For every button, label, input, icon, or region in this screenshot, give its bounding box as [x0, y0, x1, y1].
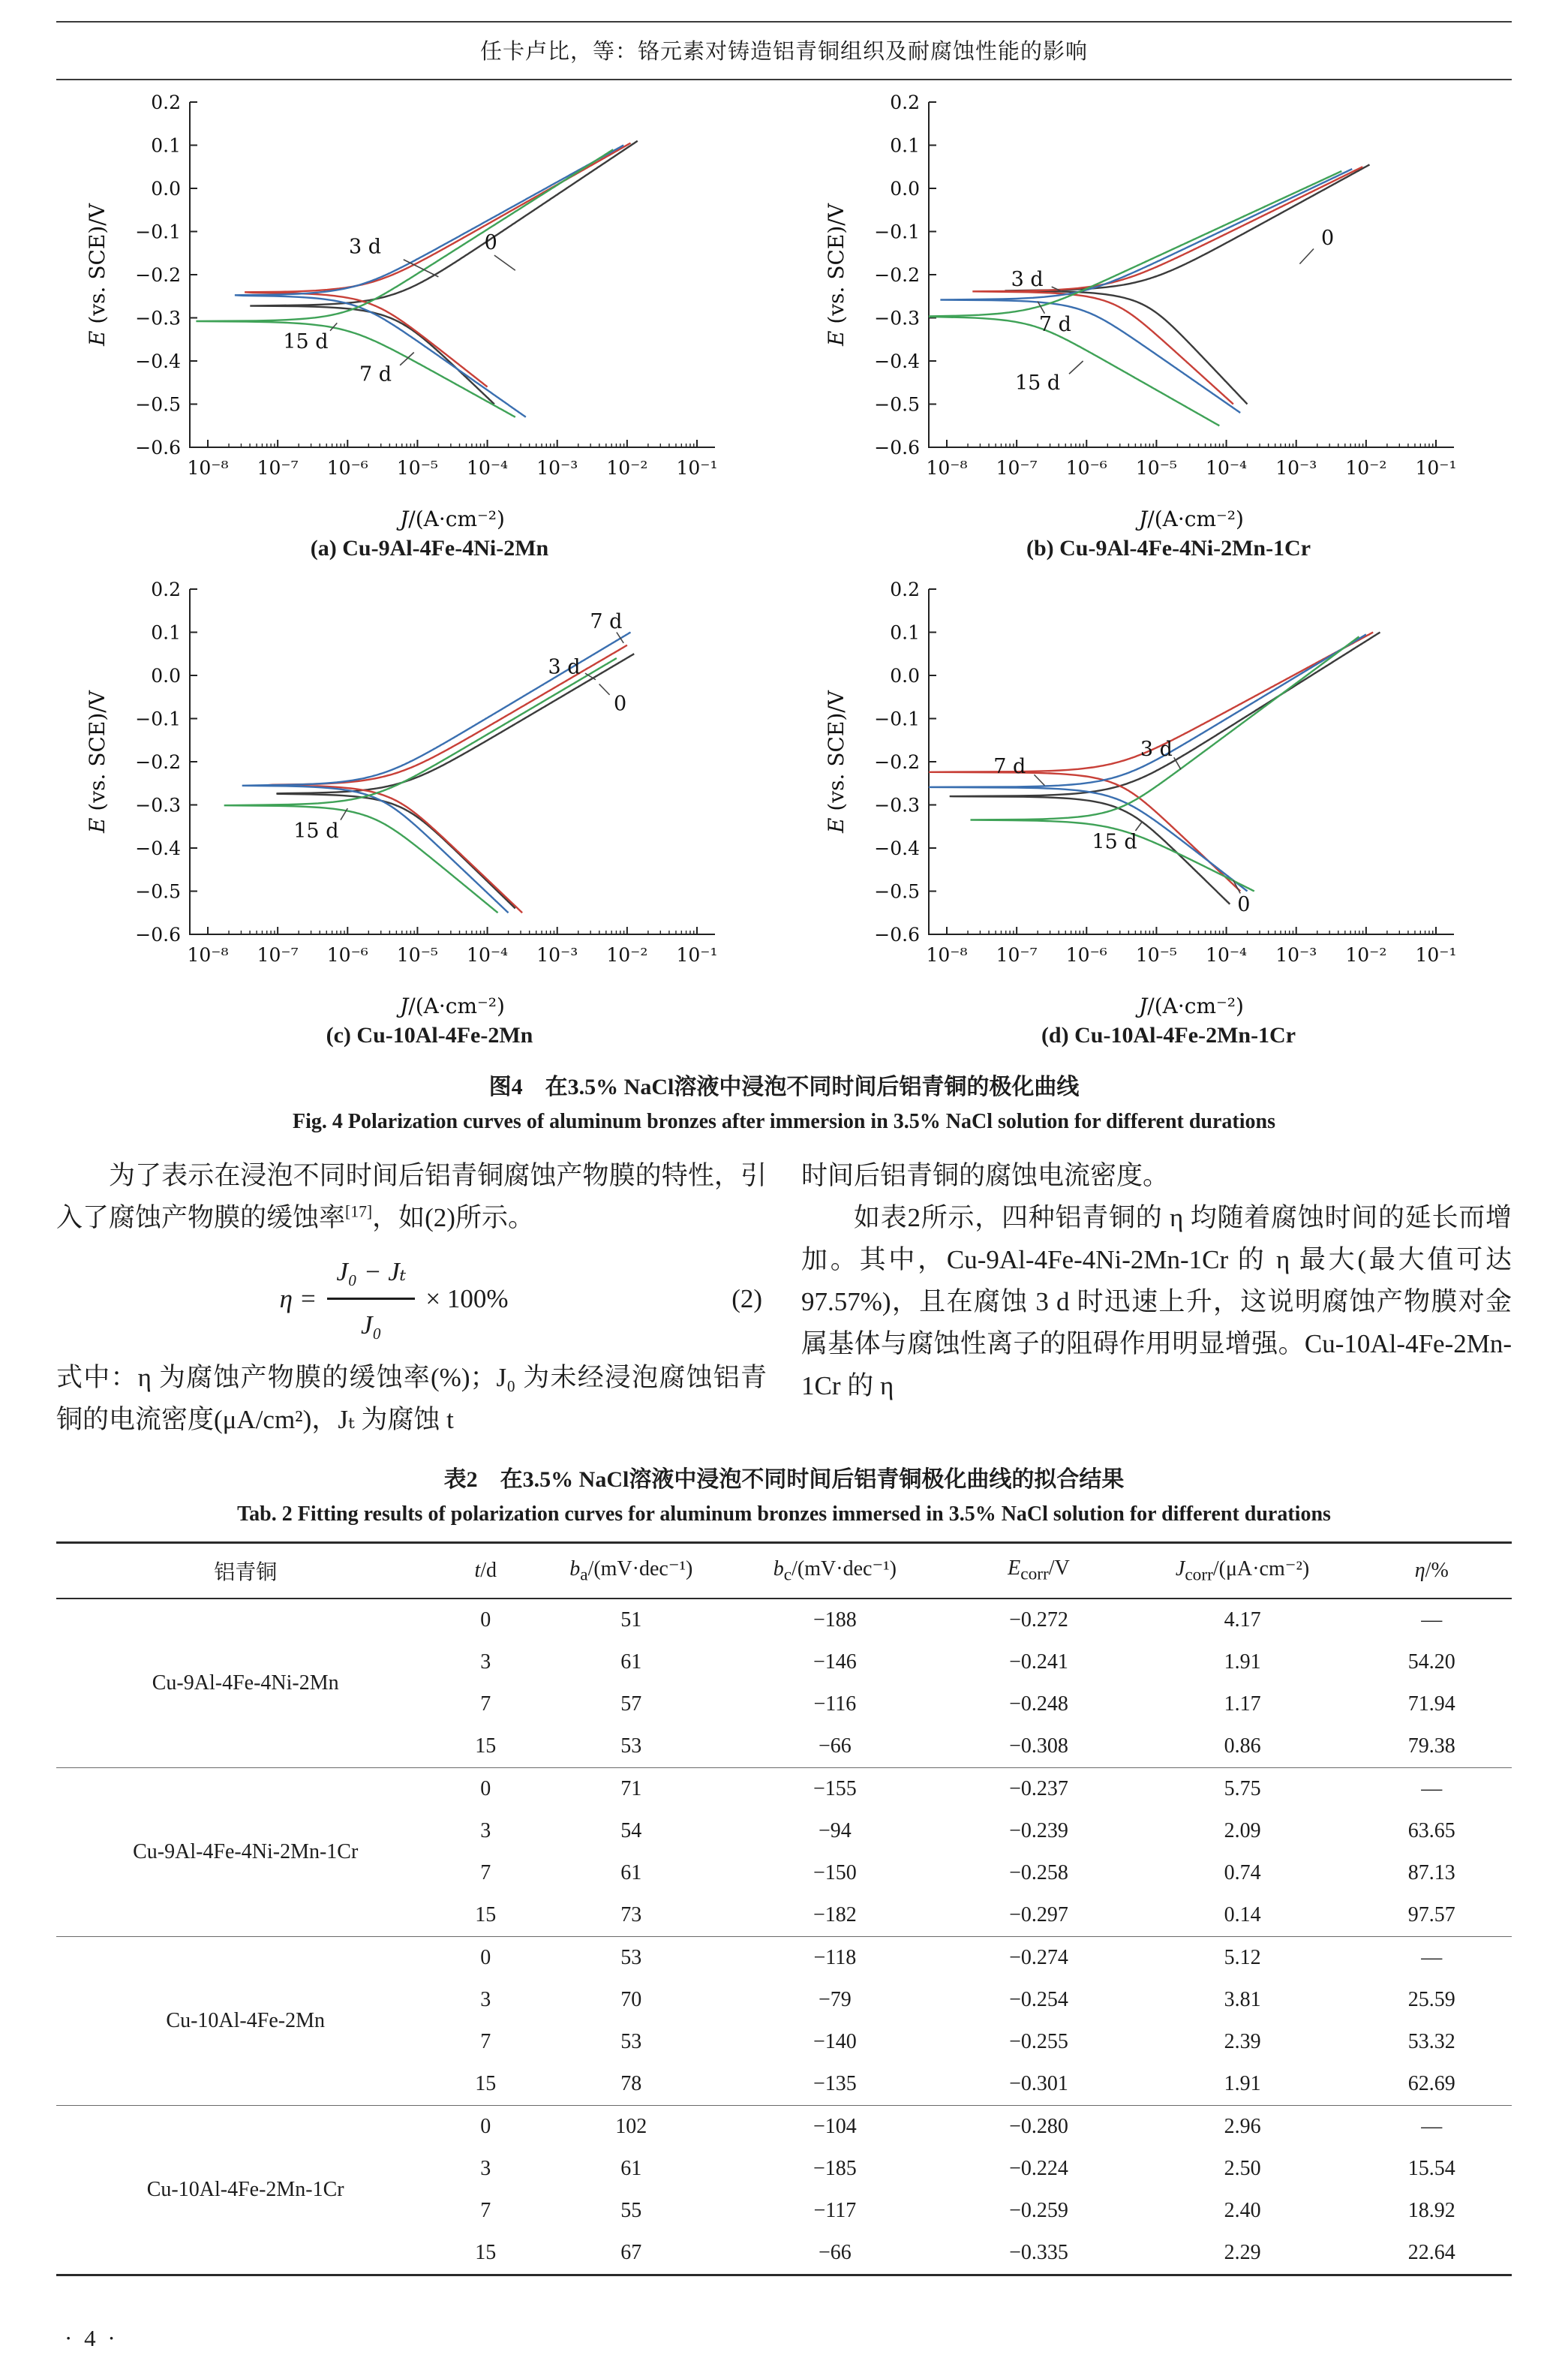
fraction-numerator: J₀ − Jₜ [327, 1251, 415, 1300]
alloy-name: Cu-10Al-4Fe-2Mn-1Cr [56, 2106, 434, 2275]
x-tick-label: 10⁻⁷ [257, 944, 299, 966]
y-tick-label: −0.1 [134, 708, 181, 730]
paragraph-text: 时间后铝青铜的腐蚀电流密度。 [801, 1161, 1170, 1190]
equation-number: (2) [731, 1283, 762, 1313]
table-cell: 2.29 [1224, 2241, 1261, 2264]
polarization-chart-c [62, 578, 767, 1019]
table-caption-en: Tab. 2 Fitting results of polarization curves for aluminum bronzes immersed in 3.5% NaCl solution for different durations [237, 1502, 1331, 1526]
table-cell: −94 [818, 1819, 852, 1842]
table-cell: 7 [480, 2199, 491, 2222]
table-cell: −0.258 [1009, 1861, 1068, 1884]
paragraph-text: 式中：η 为腐蚀产物膜的缓蚀率(%)；J₀ 为未经浸泡腐蚀铝青铜的电流密度(μA/cm²)，Jₜ 为腐蚀 t [56, 1363, 767, 1434]
table-cell: −0.301 [1009, 2072, 1068, 2095]
label-leader [1069, 361, 1083, 374]
equation-fraction [327, 1251, 415, 1346]
x-tick-label: 10⁻⁵ [396, 457, 438, 479]
page-number: · 4 · [65, 2325, 119, 2351]
y-tick-label: 0.1 [889, 621, 920, 644]
x-tick-label: 10⁻⁶ [326, 944, 368, 966]
curve-label: 3 d [1140, 737, 1173, 761]
table-header-row [56, 1543, 1512, 1599]
table-cell: −185 [813, 2157, 857, 2180]
x-tick-label: 10⁻⁸ [925, 457, 968, 479]
table-cell: 62.69 [1407, 2072, 1455, 2095]
paragraph-where [56, 1357, 767, 1441]
table-cell: 54 [620, 1819, 642, 1842]
table-cell: 70 [620, 1988, 642, 2011]
curve-label: 7 d [359, 362, 392, 386]
table-cell: 79.38 [1407, 1734, 1455, 1758]
subplot-caption: (d) Cu-10Al-4Fe-2Mn-1Cr [1041, 1023, 1296, 1048]
y-axis-title: E (vs. SCE)/V [823, 203, 849, 346]
curve-label: 7 d [1038, 313, 1071, 337]
x-tick-label: 10⁻² [605, 457, 647, 479]
table-cell: 0 [480, 1608, 491, 1632]
subplot-caption: (a) Cu-9Al-4Fe-4Ni-2Mn [310, 536, 549, 561]
x-axis-title: J/(A·cm⁻²) [1138, 507, 1244, 531]
x-tick-label: 10⁻³ [1275, 457, 1317, 479]
y-tick-label: −0.6 [873, 437, 920, 459]
table-cell: 53 [620, 2030, 642, 2053]
table-cell: 3.81 [1224, 1988, 1261, 2011]
paragraph-intro [56, 1155, 767, 1239]
label-leader [1034, 774, 1044, 785]
table-cell: 78 [620, 2072, 642, 2095]
x-tick-label: 10⁻⁵ [1135, 457, 1177, 479]
citation-17: [17] [345, 1202, 373, 1221]
y-tick-label: −0.6 [873, 924, 920, 946]
label-leader [1299, 249, 1314, 264]
curve-label: 3 d [1011, 267, 1044, 291]
y-tick-label: −0.4 [134, 350, 181, 372]
table-cell: −66 [818, 2241, 852, 2264]
label-leader [494, 255, 515, 270]
table-cell: 0 [434, 1768, 536, 1811]
x-tick-label: 10⁻⁷ [996, 944, 1038, 966]
table-cell: −79 [818, 1988, 852, 2011]
table-cell: 2.96 [1134, 2106, 1352, 2149]
x-tick-label: 10⁻⁴ [466, 944, 508, 966]
x-tick-label: 10⁻¹ [675, 944, 718, 966]
curve-label: 15 d [1014, 371, 1060, 395]
table-cell: −0.297 [1009, 1903, 1068, 1926]
table-cell: 0 [434, 2106, 536, 2149]
y-tick-label: 0.2 [889, 579, 920, 600]
x-tick-label: 10⁻⁵ [396, 944, 438, 966]
curve-7d [234, 146, 623, 417]
equation-body [56, 1251, 731, 1346]
running-head [56, 23, 1512, 80]
x-tick-label: 10⁻³ [536, 457, 578, 479]
column-header: $b_c/(mV\cdot dec^{-1})$ [725, 1543, 944, 1599]
table-cell: −0.237 [944, 1768, 1133, 1811]
y-tick-label: −0.6 [134, 437, 181, 459]
table-cell: −135 [813, 2072, 857, 2095]
curve-label: 3 d [348, 235, 381, 259]
figure-4-caption [56, 1068, 1512, 1134]
table-2-caption [56, 1460, 1512, 1526]
y-tick-label: 0.0 [889, 665, 920, 687]
table-cell: — [1421, 1608, 1443, 1632]
table-cell: 15 [475, 1734, 497, 1758]
y-tick-label: −0.3 [134, 794, 181, 817]
curve-label: 0 [1320, 227, 1334, 251]
table-cell: 15 [475, 1903, 497, 1926]
y-tick-label: −0.1 [134, 221, 181, 243]
table-row [56, 2106, 1512, 2149]
y-tick-label: 0.2 [889, 92, 920, 113]
curve-label: 15 d [293, 820, 338, 843]
chart-cell-c [56, 578, 773, 1065]
chart-cell-b [795, 91, 1512, 578]
table-cell: −146 [813, 1650, 857, 1674]
column-header: $b_a/(mV\cdot dec^{-1})$ [536, 1543, 725, 1599]
y-tick-label: 0.1 [150, 621, 181, 644]
table-cell: 1.17 [1224, 1692, 1261, 1716]
table-cell: 71.94 [1407, 1692, 1455, 1716]
y-axis-title: E (vs. SCE)/V [823, 690, 849, 833]
y-tick-label: −0.2 [134, 264, 181, 286]
table-row [56, 1768, 1512, 1811]
fraction-denominator: J₀ [361, 1310, 382, 1340]
table-cell: −0.224 [1009, 2157, 1068, 2180]
x-tick-label: 10⁻⁸ [186, 457, 229, 479]
table-cell: −0.274 [944, 1937, 1133, 1980]
equation-rhs: × 100% [425, 1283, 509, 1313]
x-tick-label: 10⁻² [1344, 457, 1386, 479]
table-cell: −0.308 [1009, 1734, 1068, 1758]
polarization-chart-d [801, 578, 1506, 1019]
y-tick-label: −0.2 [873, 751, 920, 773]
y-axis-title: E (vs. SCE)/V [84, 690, 110, 833]
x-tick-label: 10⁻⁵ [1135, 944, 1177, 966]
table-cell: 0.14 [1224, 1903, 1261, 1926]
equation-2 [56, 1251, 767, 1346]
y-tick-label: −0.2 [873, 264, 920, 286]
curve-0 [250, 141, 638, 405]
y-tick-label: 0.2 [150, 92, 181, 113]
column-header: 铝青铜 [56, 1543, 434, 1599]
table-cell: 53.32 [1407, 2030, 1455, 2053]
alloy-name: Cu-9Al-4Fe-4Ni-2Mn-1Cr [56, 1768, 434, 1937]
table-cell: −182 [813, 1903, 857, 1926]
table-cell: 61 [620, 1861, 642, 1884]
column-header: $J_{corr}/(\mu A\cdot cm^{-2})$ [1134, 1543, 1352, 1599]
table-cell: −0.254 [1009, 1988, 1068, 2011]
table-cell: 0.86 [1224, 1734, 1261, 1758]
table-2 [56, 1541, 1512, 2276]
curve-7d [926, 634, 1366, 891]
table-cell: 53 [536, 1937, 725, 1980]
x-tick-label: 10⁻⁸ [925, 944, 968, 966]
table-cell: 0 [434, 1937, 536, 1980]
table-cell: −188 [813, 1608, 857, 1632]
table-cell: 55 [620, 2199, 642, 2222]
x-tick-label: 10⁻⁷ [996, 457, 1038, 479]
figure-4-charts [56, 91, 1512, 1065]
y-tick-label: −0.5 [134, 393, 181, 416]
table-cell: 22.64 [1407, 2241, 1455, 2264]
x-tick-label: 10⁻³ [1275, 944, 1317, 966]
table-cell: 57 [620, 1692, 642, 1716]
table-cell: −0.335 [1009, 2241, 1068, 2264]
table-cell: — [1352, 2106, 1512, 2149]
table-cell: 25.59 [1407, 1988, 1455, 2011]
polarization-chart-b [801, 91, 1506, 532]
x-tick-label: 10⁻⁴ [1205, 944, 1247, 966]
alloy-name: Cu-9Al-4Fe-4Ni-2Mn [152, 1671, 339, 1695]
y-tick-label: −0.4 [873, 350, 920, 372]
polarization-chart-a [62, 91, 767, 532]
x-axis-title: J/(A·cm⁻²) [399, 507, 505, 531]
table-cell: 15.54 [1407, 2157, 1455, 2180]
x-tick-label: 10⁻⁶ [1065, 944, 1107, 966]
table-cell: 1.91 [1224, 1650, 1261, 1674]
paragraph-text: ，如(2)所示。 [372, 1203, 534, 1232]
paragraph-continuation [801, 1155, 1512, 1197]
x-tick-label: 10⁻³ [536, 944, 578, 966]
curve-label: 3 d [548, 655, 581, 679]
paragraph-discussion [801, 1197, 1512, 1407]
table-cell: 15 [475, 2072, 497, 2095]
table-cell: 2.09 [1224, 1819, 1261, 1842]
y-tick-label: −0.6 [134, 924, 181, 946]
table-cell: 3 [480, 1650, 491, 1674]
y-tick-label: −0.3 [873, 307, 920, 329]
table-cell: 2.40 [1224, 2199, 1261, 2222]
running-head-text: 任卡卢比，等：铬元素对铸造铝青铜组织及耐腐蚀性能的影响 [479, 40, 1088, 64]
y-tick-label: −0.5 [873, 880, 920, 903]
y-tick-label: −0.5 [134, 880, 181, 903]
table-caption-zh: 表2 在3.5% NaCl溶液中浸泡不同时间后铝青铜极化曲线的拟合结果 [443, 1467, 1125, 1492]
table-cell: 73 [620, 1903, 642, 1926]
table-cell: −118 [725, 1937, 944, 1980]
column-header: $E_{corr}/V$ [944, 1543, 1133, 1599]
figure-caption-en: Fig. 4 Polarization curves of aluminum bronzes after immersion in 3.5% NaCl solution for different durations [293, 1110, 1275, 1133]
x-tick-label: 10⁻⁴ [1205, 457, 1247, 479]
label-leader [1135, 821, 1142, 831]
y-tick-label: 0.2 [150, 579, 181, 600]
x-tick-label: 10⁻⁸ [186, 944, 229, 966]
alloy-name: Cu-10Al-4Fe-2Mn [56, 1937, 434, 2106]
table-cell: 18.92 [1407, 2199, 1455, 2222]
table-cell: 87.13 [1407, 1861, 1455, 1884]
subplot-caption: (c) Cu-10Al-4Fe-2Mn [326, 1023, 533, 1048]
x-tick-label: 10⁻⁴ [466, 457, 508, 479]
table-cell: −155 [725, 1768, 944, 1811]
axes [190, 102, 715, 447]
x-tick-label: 10⁻¹ [1414, 457, 1457, 479]
table-cell: 54.20 [1407, 1650, 1455, 1674]
table-cell: 102 [536, 2106, 725, 2149]
curve-0 [1005, 164, 1369, 404]
body-text [56, 1155, 1512, 1441]
axes [190, 589, 715, 934]
table-cell: 97.57 [1407, 1903, 1455, 1926]
table-cell: 3 [480, 1988, 491, 2011]
table-cell: −116 [813, 1692, 857, 1716]
curve-3d [266, 645, 627, 913]
table-cell: 63.65 [1407, 1819, 1455, 1842]
y-tick-label: 0.1 [889, 134, 920, 157]
table-cell: 3 [480, 2157, 491, 2180]
x-axis-title: J/(A·cm⁻²) [399, 994, 505, 1018]
chart-cell-d [795, 578, 1512, 1065]
y-tick-label: 0.0 [889, 178, 920, 200]
figure-caption-zh: 图4 在3.5% NaCl溶液中浸泡不同时间后铝青铜的极化曲线 [488, 1075, 1080, 1099]
curve-0 [276, 654, 634, 908]
table-cell: −0.280 [944, 2106, 1133, 2149]
y-tick-label: −0.5 [873, 393, 920, 416]
table-row [56, 1937, 1512, 1980]
column-header: t/d [434, 1543, 536, 1599]
curve-label: 0 [1236, 892, 1250, 916]
chart-cell-a [56, 91, 773, 578]
y-tick-label: −0.4 [873, 838, 920, 859]
table-cell: 1.91 [1224, 2072, 1261, 2095]
table-cell: −0.241 [1009, 1650, 1068, 1674]
table-cell: 15 [475, 2241, 497, 2264]
table-row [56, 1599, 1512, 1641]
y-tick-label: −0.1 [873, 708, 920, 730]
table-cell: 7 [480, 2030, 491, 2053]
x-axis-title: J/(A·cm⁻²) [1138, 994, 1244, 1018]
x-tick-label: 10⁻⁶ [326, 457, 368, 479]
table-cell: 7 [480, 1861, 491, 1884]
table-cell: −104 [725, 2106, 944, 2149]
y-tick-label: −0.2 [134, 751, 181, 773]
curve-label: 0 [613, 692, 626, 716]
y-tick-label: 0.0 [150, 178, 181, 200]
table-cell: 71 [536, 1768, 725, 1811]
table-cell: 5.75 [1134, 1768, 1352, 1811]
y-tick-label: −0.3 [873, 794, 920, 817]
paragraph-text: 为了表示在浸泡不同时间后铝青铜腐蚀产物膜的特性，引入了腐蚀产物膜的缓蚀率 [56, 1161, 767, 1232]
table-cell: 51 [620, 1608, 642, 1632]
table-cell: 2.39 [1224, 2030, 1261, 2053]
table-cell: −150 [813, 1861, 857, 1884]
y-tick-label: 0.1 [150, 134, 181, 157]
right-column [801, 1155, 1512, 1441]
table-cell: −0.259 [1009, 2199, 1068, 2222]
axes [929, 102, 1454, 447]
table-cell: 5.12 [1134, 1937, 1352, 1980]
table-cell: −0.248 [1009, 1692, 1068, 1716]
curve-label: 7 d [589, 610, 622, 634]
y-tick-label: −0.4 [134, 838, 181, 859]
table-cell: 2.50 [1224, 2157, 1261, 2180]
table-cell: −0.272 [1009, 1608, 1068, 1632]
subplot-caption: (b) Cu-9Al-4Fe-4Ni-2Mn-1Cr [1026, 536, 1311, 561]
table-cell: −140 [813, 2030, 857, 2053]
table-cell: 0.74 [1224, 1861, 1261, 1884]
curve-label: 15 d [1091, 830, 1137, 854]
table-cell: 67 [620, 2241, 642, 2264]
table-cell: 61 [620, 2157, 642, 2180]
table-cell: 53 [620, 1734, 642, 1758]
table-cell: 7 [480, 1692, 491, 1716]
table-cell: −0.255 [1009, 2030, 1068, 2053]
table-cell: — [1352, 1937, 1512, 1980]
curve-label: 7 d [993, 754, 1026, 778]
y-tick-label: −0.1 [873, 221, 920, 243]
paragraph-text: 如表2所示，四种铝青铜的 η 均随着腐蚀时间的延长而增加。其中，Cu-9Al-4Fe-4Ni-2Mn-1Cr 的 η 最大(最大值可达 97.57%)，且在腐蚀 3 d 时迅速上升，这说明腐蚀产物膜对金属基体与腐蚀性离子的阻碍作用明显增强。Cu-10Al-4Fe-2Mn-1Cr 的 η [801, 1203, 1512, 1400]
curve-15d [196, 149, 613, 417]
table-cell: 3 [480, 1819, 491, 1842]
table-cell: −117 [813, 2199, 857, 2222]
table-cell: 4.17 [1224, 1608, 1261, 1632]
table-cell: −0.239 [1009, 1819, 1068, 1842]
table-cell: 61 [620, 1650, 642, 1674]
x-tick-label: 10⁻⁶ [1065, 457, 1107, 479]
y-tick-label: −0.3 [134, 307, 181, 329]
x-tick-label: 10⁻² [605, 944, 647, 966]
table-cell: −66 [818, 1734, 852, 1758]
x-tick-label: 10⁻¹ [1414, 944, 1457, 966]
x-tick-label: 10⁻¹ [675, 457, 718, 479]
column-header: η/% [1352, 1543, 1512, 1599]
table-cell: — [1352, 1768, 1512, 1811]
y-axis-title: E (vs. SCE)/V [84, 203, 110, 346]
left-column [56, 1155, 767, 1441]
equation-lhs: η = [279, 1283, 317, 1313]
x-tick-label: 10⁻⁷ [257, 457, 299, 479]
x-tick-label: 10⁻² [1344, 944, 1386, 966]
label-leader [599, 684, 609, 695]
curve-label: 0 [484, 230, 497, 254]
y-tick-label: 0.0 [150, 665, 181, 687]
curve-label: 15 d [282, 330, 329, 354]
